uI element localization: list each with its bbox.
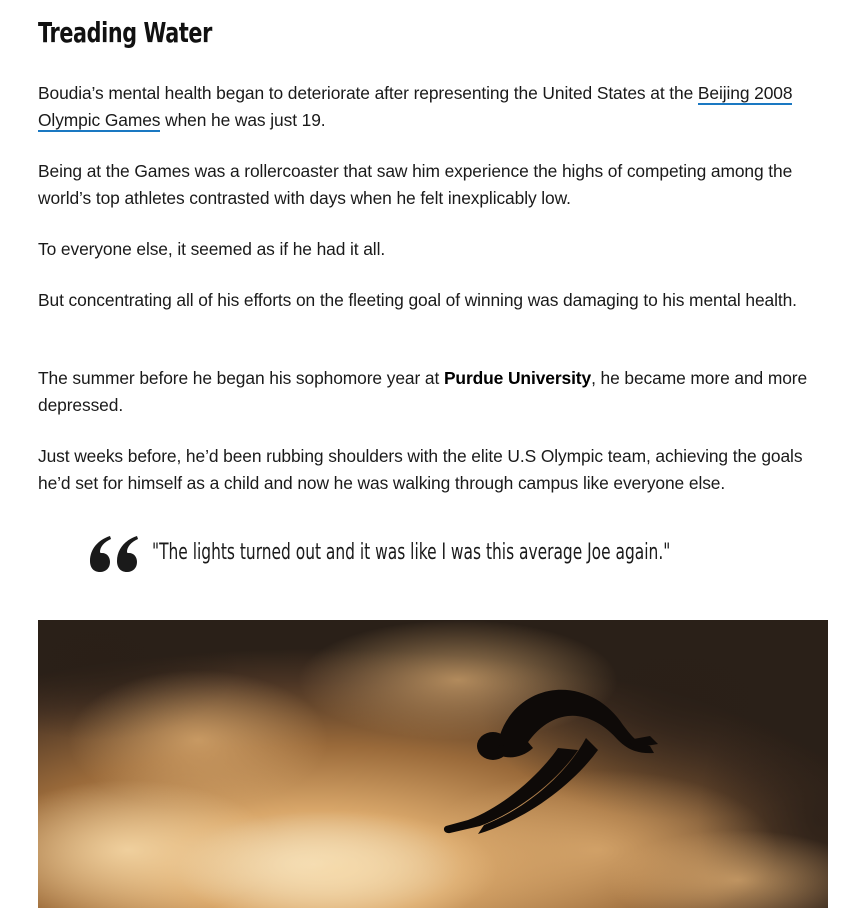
paragraph-2: Being at the Games was a rollercoaster that saw him experience the highs of competing among the world’s top athletes contrasted with days when he felt inexplicably low. [38,161,793,208]
paragraph-1-text: Boudia’s mental health began to deteriorate after representing the United States at the [38,83,698,103]
section-heading: Treading Water [38,16,212,49]
paragraph-6: Just weeks before, he’d been rubbing shoulders with the elite U.S Olympic team, achieving the goals he’d set for himself as a child and now he was walking through campus like everyone else. [38,446,803,493]
beijing-olympics-link[interactable]: Beijing 2008 Olympic Games [38,83,793,130]
pull-quote [90,526,790,586]
quote-icon [90,536,138,572]
paragraph-1 [38,80,828,134]
paragraph-4: But concentrating all of his efforts on the fleeting goal of winning was damaging to his mental health. [38,290,797,310]
pull-quote-text: "The lights turned out and it was like I was this average Joe again." [152,540,671,565]
article-photo [38,620,828,908]
diver-photo [38,620,828,908]
purdue-university-text: Purdue University [443,368,592,388]
paragraph-5: The summer before he began his sophomore year at Purdue University, he became more and more depressed. [38,368,808,415]
paragraph-1-tail: when he was just 19. [160,110,326,130]
paragraph-3: To everyone else, it seemed as if he had it all. [38,239,386,259]
